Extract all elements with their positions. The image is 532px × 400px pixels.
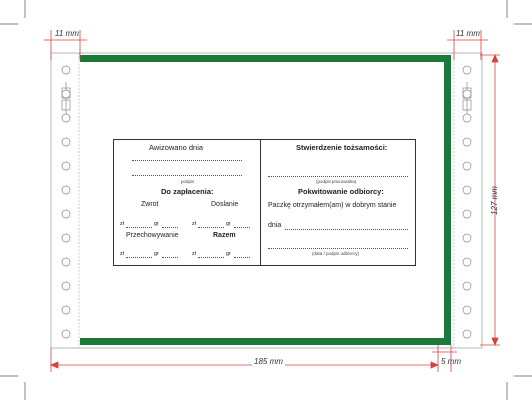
perforation-hole <box>62 306 70 314</box>
payment-heading: Do zapłacenia: <box>161 187 214 196</box>
receipt-heading: Pokwitowanie odbiorcy: <box>298 187 384 196</box>
perforation-hole <box>463 138 471 146</box>
perforation-hole <box>62 210 70 218</box>
perforation-hole <box>463 114 471 122</box>
delivery-label: Doslanie <box>211 201 239 208</box>
perforation-hole <box>62 186 70 194</box>
employee-signature-line[interactable] <box>268 176 408 177</box>
perforation-hole <box>62 282 70 290</box>
zl-label: zł <box>192 221 196 227</box>
notice-date-line[interactable] <box>132 160 242 161</box>
perforation-hole <box>463 258 471 266</box>
margin-right-label: 11 mm <box>456 29 480 38</box>
zl-label: zł <box>120 251 124 257</box>
total-zl-field[interactable] <box>198 257 224 258</box>
perforation-hole <box>463 306 471 314</box>
delivery-gr-field[interactable] <box>234 227 250 228</box>
gr-label: gr <box>226 221 231 227</box>
received-text: Paczkę otrzymałem(am) w dobrym stanie <box>268 202 397 209</box>
receipt-date-field[interactable] <box>285 229 408 230</box>
total-gr-field[interactable] <box>234 257 250 258</box>
parcel-notice-form <box>113 139 416 266</box>
perforation-hole <box>62 330 70 338</box>
zl-label: zł <box>120 221 124 227</box>
perforation-hole <box>62 138 70 146</box>
perforation-hole <box>463 90 471 98</box>
total-label: Razem <box>213 232 236 239</box>
signature-line[interactable] <box>132 175 242 176</box>
perforation-hole <box>463 66 471 74</box>
perforation-hole <box>463 282 471 290</box>
zl-label: zł <box>192 251 196 257</box>
employee-caption: (podpis pracownika) <box>316 179 357 184</box>
perforation-hole <box>463 330 471 338</box>
perforation-hole <box>62 234 70 242</box>
perforation-hole <box>62 66 70 74</box>
storage-label: Przechowywanie <box>126 232 179 239</box>
perforation-hole <box>463 186 471 194</box>
width-label: 185 mm <box>254 357 283 366</box>
perforation-hole <box>62 90 70 98</box>
notice-date-title: Awizowano dnia <box>149 143 204 152</box>
refund-label: Zwrot <box>141 201 159 208</box>
gr-label: gr <box>154 221 159 227</box>
storage-gr-field[interactable] <box>162 257 178 258</box>
storage-zl-field[interactable] <box>126 257 152 258</box>
date-label: dnia <box>268 222 282 229</box>
perforation-hole <box>62 258 70 266</box>
perforation-hole <box>463 234 471 242</box>
identity-heading: Stwierdzenie tożsamości: <box>296 143 388 152</box>
margin-left-label: 11 mm <box>55 29 79 38</box>
refund-gr-field[interactable] <box>162 227 178 228</box>
perforation-hole <box>62 114 70 122</box>
delivery-zl-field[interactable] <box>198 227 224 228</box>
signature-caption: podpis <box>181 179 195 184</box>
perforation-hole <box>62 162 70 170</box>
form-divider <box>260 140 261 265</box>
bottom-margin-label: 5 mm <box>441 357 461 366</box>
feed-symbols <box>62 82 471 118</box>
perforation-hole <box>463 210 471 218</box>
gr-label: gr <box>154 251 159 257</box>
refund-zl-field[interactable] <box>126 227 152 228</box>
gr-label: gr <box>226 251 231 257</box>
height-label: 127 mm <box>489 186 499 215</box>
recipient-signature-line[interactable] <box>268 248 408 249</box>
date-signature-caption: (data / podpis odbiorcy) <box>312 251 360 256</box>
perforation-hole <box>463 162 471 170</box>
